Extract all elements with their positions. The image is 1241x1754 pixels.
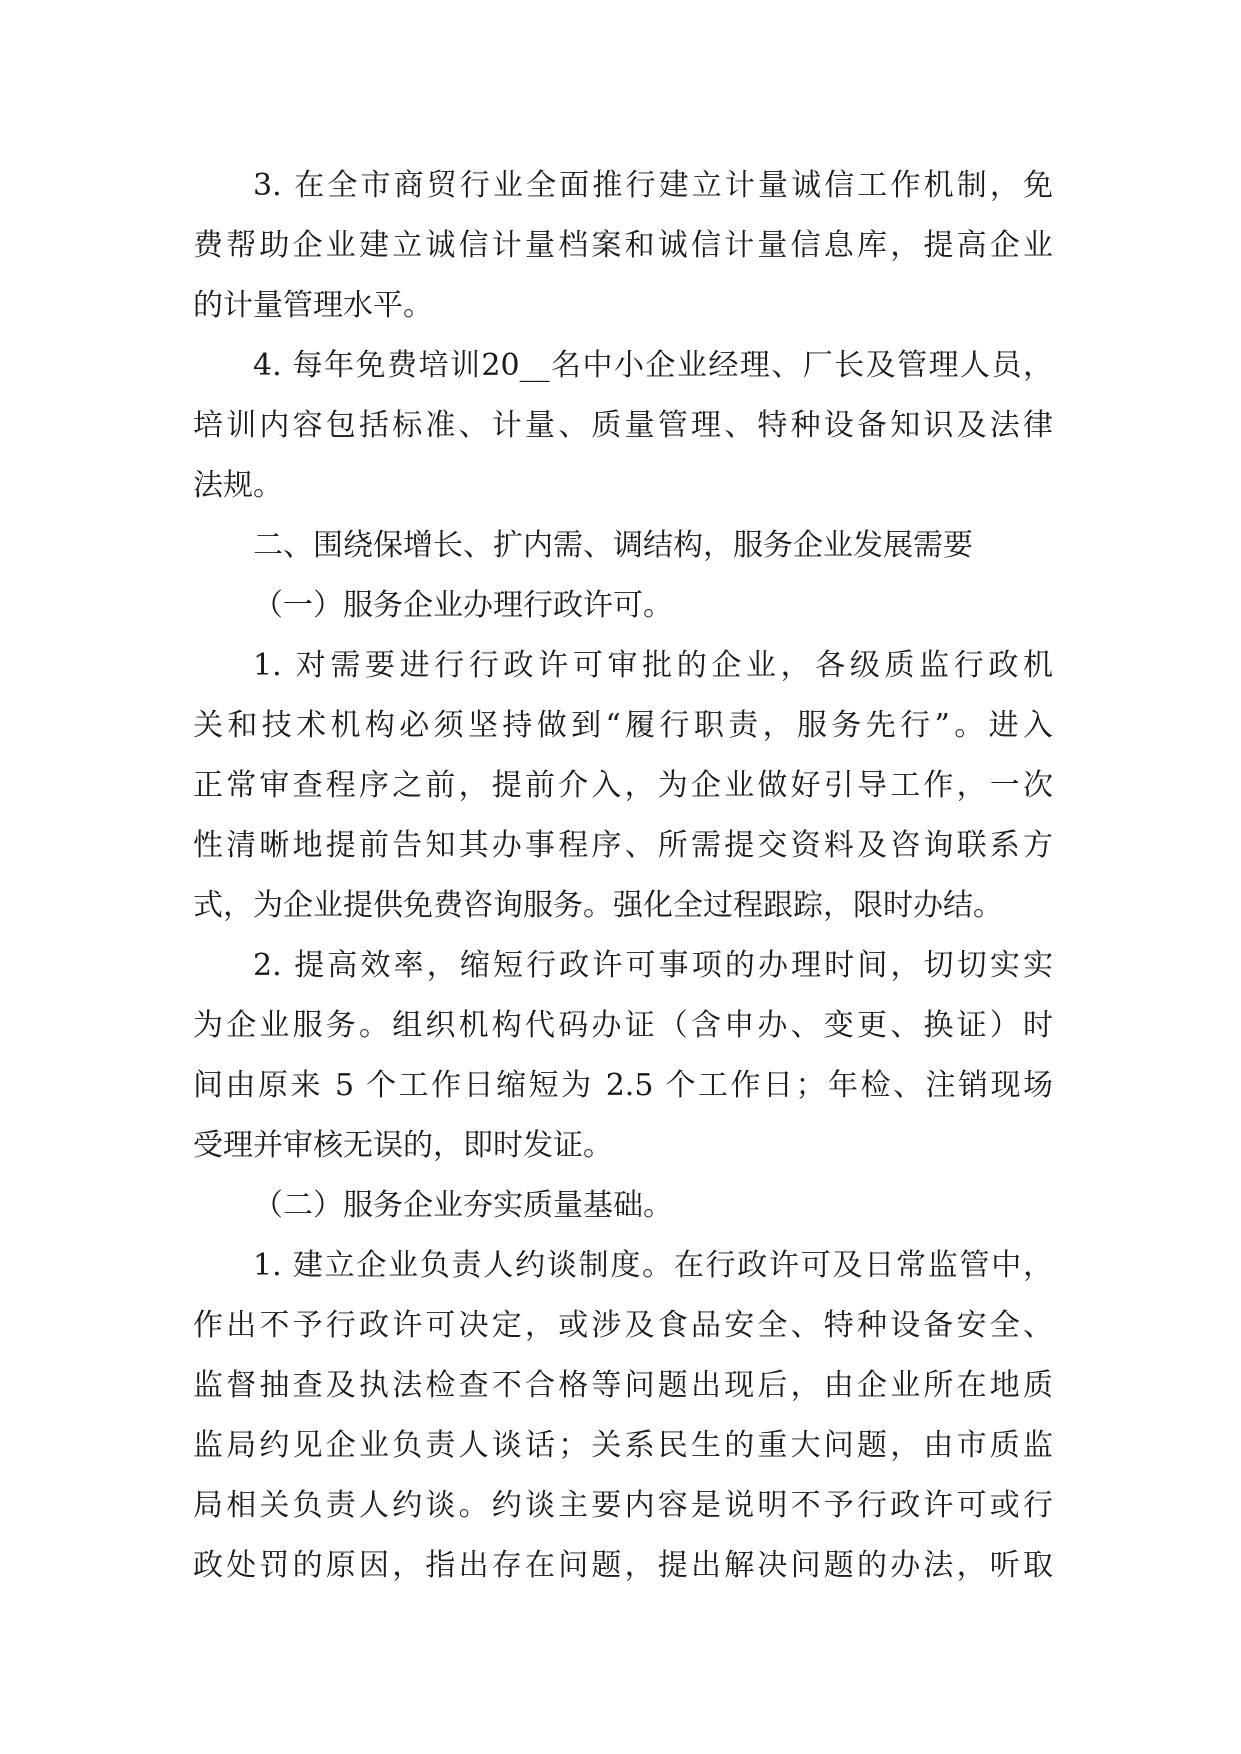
subsection-heading-1: （一）服务企业办理行政许可。 [253,588,673,623]
item-2-line-2: 为企业服务。组织机构代码办证（含申办、变更、换证）时 [193,1008,1053,1043]
item-1b-line-5: 局相关负责人约谈。约谈主要内容是说明不予行政许可或行 [193,1488,1053,1523]
item-2-line-1: 2. 提高效率，缩短行政许可事项的办理时间，切切实实 [253,948,1053,983]
subsection-heading-2: （二）服务企业夯实质量基础。 [253,1188,673,1223]
paragraph-4-line-3: 法规。 [193,468,283,503]
item-2-line-4: 受理并审核无误的，即时发证。 [193,1128,613,1163]
item-1b-line-2: 作出不予行政许可决定，或涉及食品安全、特种设备安全、 [193,1308,1053,1343]
item-1b-line-6: 政处罚的原因，指出存在问题，提出解决问题的办法，听取 [193,1548,1053,1583]
item-1-line-2: 关和技术机构必须坚持做到“履行职责，服务先行”。进入 [193,708,1053,743]
item-1-line-1: 1. 对需要进行行政许可审批的企业，各级质监行政机 [253,648,1053,683]
item-2-line-3: 间由原来 5 个工作日缩短为 2.5 个工作日；年检、注销现场 [193,1068,1053,1103]
paragraph-4-line-1: 4. 每年免费培训20__名中小企业经理、厂长及管理人员， [253,348,1053,383]
paragraph-3-line-3: 的计量管理水平。 [193,288,433,323]
paragraph-3-line-1: 3. 在全市商贸行业全面推行建立计量诚信工作机制，免 [253,168,1053,203]
paragraph-4-line-2: 培训内容包括标准、计量、质量管理、特种设备知识及法律 [193,408,1053,443]
section-heading-2: 二、围绕保增长、扩内需、调结构，服务企业发展需要 [253,528,973,563]
item-1-line-5: 式，为企业提供免费咨询服务。强化全过程跟踪，限时办结。 [193,888,1003,923]
paragraph-3-line-2: 费帮助企业建立诚信计量档案和诚信计量信息库，提高企业 [193,228,1053,263]
item-1b-line-4: 监局约见企业负责人谈话；关系民生的重大问题，由市质监 [193,1428,1053,1463]
item-1b-line-1: 1. 建立企业负责人约谈制度。在行政许可及日常监管中， [253,1248,1053,1283]
item-1-line-4: 性清晰地提前告知其办事程序、所需提交资料及咨询联系方 [193,828,1053,863]
item-1-line-3: 正常审查程序之前，提前介入，为企业做好引导工作，一次 [193,768,1053,803]
item-1b-line-3: 监督抽查及执法检查不合格等问题出现后，由企业所在地质 [193,1368,1053,1403]
